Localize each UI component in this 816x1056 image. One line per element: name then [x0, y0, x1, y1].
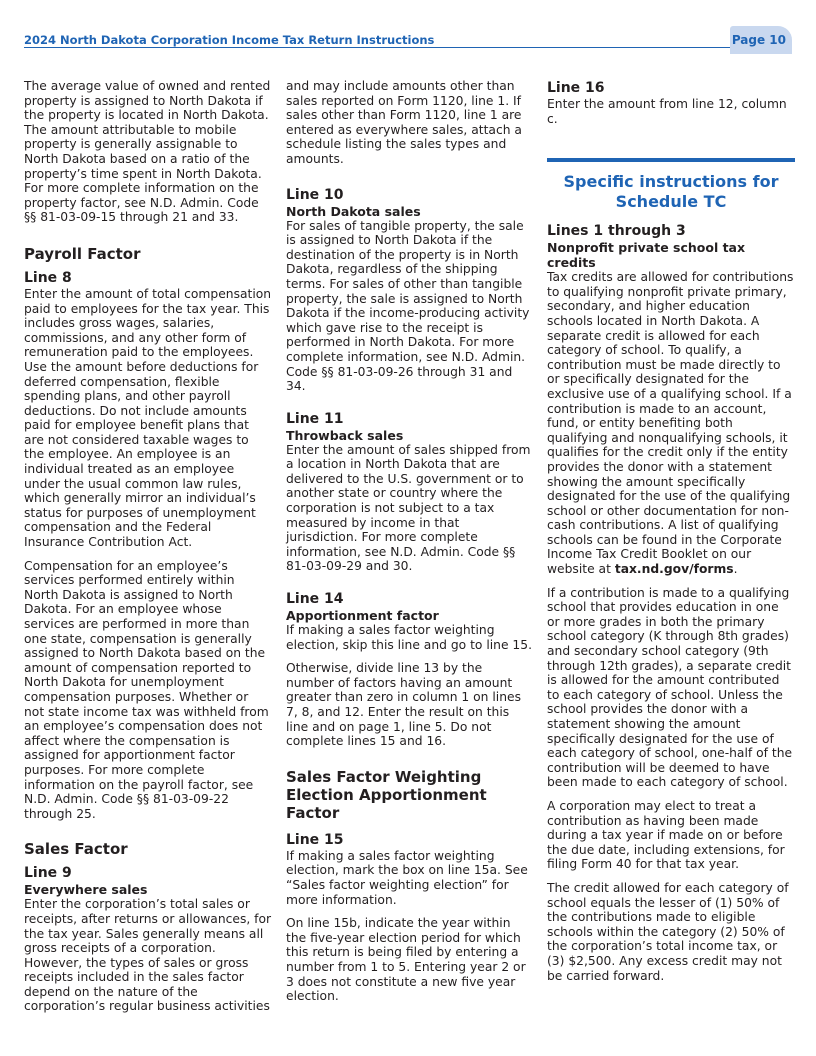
paragraph-tax-credits	[547, 270, 795, 576]
tax-credits-end: .	[733, 562, 738, 577]
document-title: 2024 North Dakota Corporation Income Tax Return Instructions	[24, 33, 435, 47]
heading-line-8: Line 8	[24, 269, 72, 286]
paragraph-line-9-continued: and may include amounts other than sales reported on Form 1120, line 1. If sales other than Form 1120, line 1 are entered as everywhere sales, attach a schedule listing the sales types and amounts.	[286, 79, 522, 166]
paragraph-compensation: Compensation for an employee’s services performed entirely within North Dakota is assigned to North Dakota. For an employee whose services are performed in more than one state, compensation is generally assigned to North Dakota based on the amount of compensation reported to North Dakota for unemployment compensation purposes. Whether or not state income tax was withheld from an employee’s compensation does not affect where the compensation is assigned for apportionment factor purposes. For more complete information on the payroll factor, see N.D. Admin. Code §§ 81-03-09-22 through 25.	[24, 558, 269, 821]
page-number: Page 10	[731, 33, 786, 47]
paragraph-qualifying-school: If a contribution is made to a qualifying school that provides education in one or more grades in both the primary school category (K through 8th grades) and secondary school category (9th through 12th grades), a separate credit is allowed for the amount contributed to each category of school. Unless the school provides the donor with a statement showing the amount specifically designated for the use of each category of school, one-half of the contribution will be deemed to have been made to each category of school.	[547, 585, 793, 790]
paragraph-line-15-b: On line 15b, indicate the year within the five-year election period for which this return is being filed by entering a number from 1 to 5. Entering year 2 or 3 does not constitute a new five year election.	[286, 916, 526, 1004]
heading-line-11: Line 11	[286, 410, 344, 427]
heading-sales-factor: Sales Factor	[24, 840, 128, 859]
tax-credits-text: Tax credits are allowed for contributions to qualifying nonprofit private primary, secondary, and higher education schools located in North Dakota. A separate credit is allowed for each category of school. To qualify, a contribution must be made directly to or specifically designated for the exclusive use of a qualifying school. If a contribution is made to an account, fund, or entity benefiting both qualifying and nonqualifying schools, it qualifies for the credit only if the entity provides the donor with a statement showing the amount specifically designated for the use of the qualifying school or other documentation for non-cash contributions. A list of qualifying schools can be found in the Corporate Income Tax Credit Booklet on our website at	[547, 270, 794, 577]
heading-line-14: Line 14	[286, 591, 344, 608]
subheading-everywhere-sales: Everywhere sales	[24, 882, 148, 898]
paragraph-election: A corporation may elect to treat a contribution as having been made during a tax year if made on or before the due date, including extensions, for filing Form 40 for that tax year.	[547, 798, 785, 872]
column-3	[547, 80, 795, 992]
column-1	[24, 79, 272, 1023]
section-rule	[547, 158, 795, 162]
paragraph-line-11: Enter the amount of sales shipped from a location in North Dakota that are delivered to the U.S. government or to another state or country where the corporation is not subject to a tax measured by income in that jurisdiction. For more complete information, see N.D. Admin. Code §§ 81-03-09-29 and 30.	[286, 442, 531, 574]
heading-sales-factor-weighting: Sales Factor Weighting Election Apportionment Factor	[286, 767, 487, 822]
column-2	[286, 79, 534, 1013]
heading-lines-1-through-3: Lines 1 through 3	[547, 223, 686, 240]
paragraph-line-15-a: If making a sales factor weighting election, mark the box on line 15a. See “Sales factor weighting election” for more information.	[286, 848, 528, 907]
subheading-throwback-sales: Throwback sales	[286, 427, 404, 443]
heading-line-16: Line 16	[547, 80, 605, 96]
header-rule	[24, 47, 792, 48]
paragraph-credit-allowed: The credit allowed for each category of school equals the lesser of (1) 50% of the contributions made to eligible schools within the category (2) 50% of the corporation’s total income tax, or (3) $2,500. Any excess credit may not be carried forward.	[547, 880, 789, 983]
paragraph-line-14-b: Otherwise, divide line 13 by the number of factors having an amount greater than zero in column 1 on lines 7, 8, and 12. Enter the result on this line and on page 1, line 5. Do not complete lines 15 and 16.	[286, 661, 521, 749]
paragraph-line-10: For sales of tangible property, the sale is assigned to North Dakota if the destination of the property is in North Dakota, regardless of the shipping terms. For sales of other than tangible property, the sale is assigned to North Dakota if the income-producing activity which gave rise to the receipt is performed in North Dakota. For more complete information, see N.D. Admin. Code §§ 81-03-09-26 through 31 and 34.	[286, 218, 530, 394]
paragraph-property-factor: The average value of owned and rented property is assigned to North Dakota if the property is located in North Dakota. The amount attributable to mobile property is generally assignable to North Dakota based on a ratio of the property’s time spent in North Dakota. For more complete information on the property factor, see N.D. Admin. Code §§ 81-03-09-15 through 21 and 33.	[24, 79, 271, 225]
heading-payroll-factor: Payroll Factor	[24, 244, 141, 263]
heading-line-9: Line 9	[24, 865, 72, 882]
website-link[interactable]: tax.nd.gov/forms	[614, 562, 734, 577]
subheading-apportionment-factor: Apportionment factor	[286, 608, 439, 624]
paragraph-line-14-a: If making a sales factor weighting election, skip this line and go to line 15.	[286, 623, 532, 652]
paragraph-line-16: Enter the amount from line 12, column c.	[547, 97, 787, 126]
paragraph-line-8: Enter the amount of total compensation paid to employees for the tax year. This includes gross wages, salaries, commissions, and any other form of remuneration paid to the employees. Use the amount before deductions for deferred compensation, flexible spending plans, and other payroll deductions. Do not include amounts paid for employee benefit plans that are not considered taxable wages to the employee. An employee is an individual treated as an employee under the usual common law rules, which generally mirror an individual’s status for purposes of unemployment compensation and the Federal Insurance Contribution Act.	[24, 286, 272, 550]
paragraph-line-9: Enter the corporation’s total sales or receipts, after returns or allowances, for the tax year. Sales generally means all gross receipts of a corporation. However, the types of sales or gross receipts included in the sales factor depend on the nature of the corporation’s regular business activities	[24, 897, 272, 1014]
page-header	[24, 26, 792, 54]
subheading-north-dakota-sales: North Dakota sales	[286, 203, 421, 219]
heading-schedule-tc: Specific instructions for Schedule TC	[563, 172, 779, 211]
subheading-nonprofit-school-credits: Nonprofit private school tax credits	[547, 240, 746, 271]
heading-line-10: Line 10	[286, 186, 344, 203]
heading-line-15: Line 15	[286, 831, 344, 848]
